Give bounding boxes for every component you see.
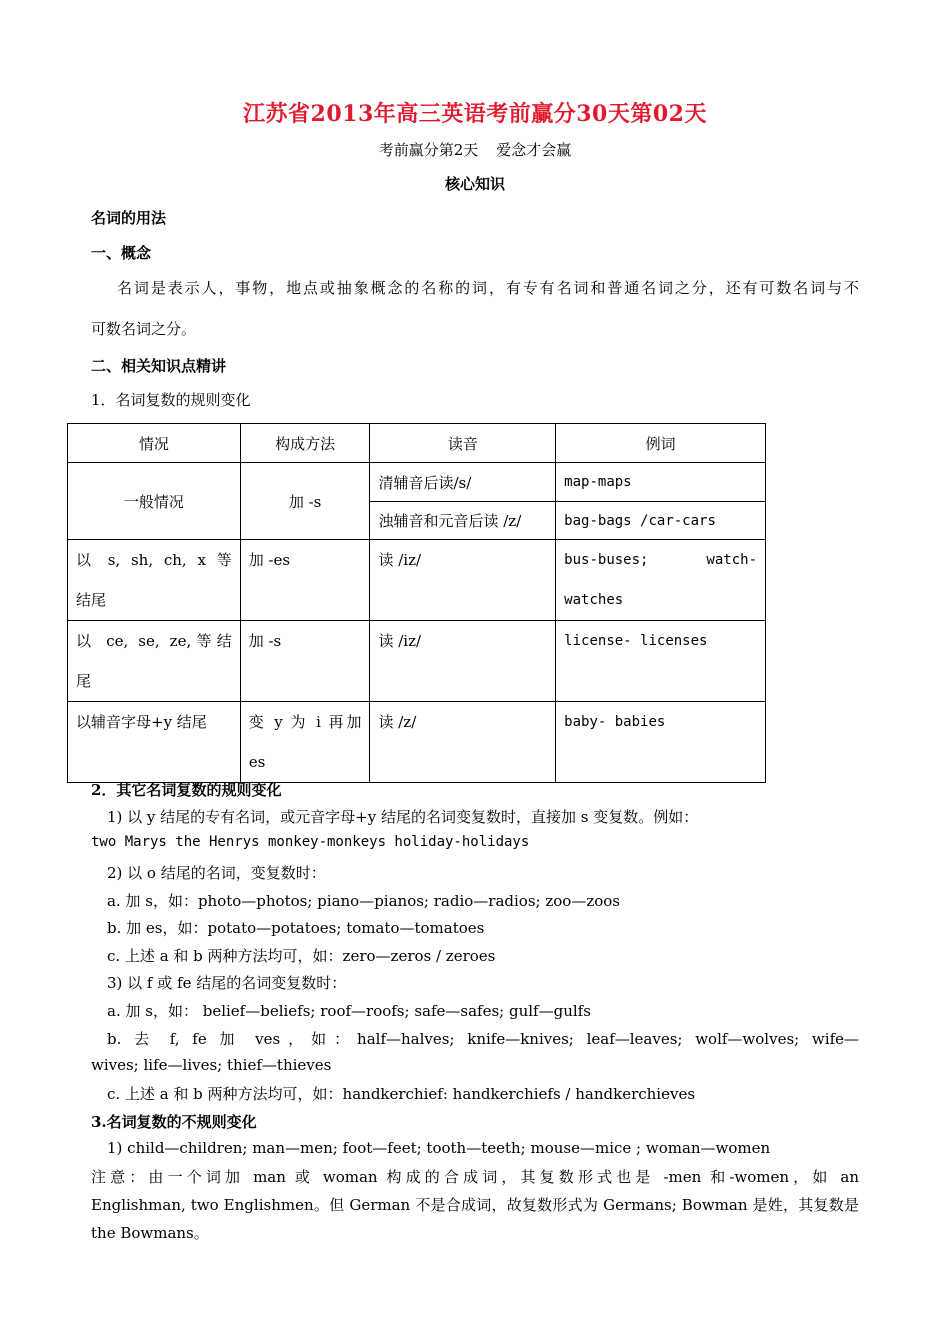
subtitle-motto: 爱念才会赢 xyxy=(496,141,572,159)
table-cell-case xyxy=(68,621,241,702)
table-header-cell: 读音 xyxy=(370,424,556,463)
core-knowledge-heading: 核心知识 xyxy=(444,175,505,193)
section-2-sub-heading: 2．其它名词复数的规则变化 xyxy=(91,781,282,799)
table-cell-example: baby- babies xyxy=(556,702,766,783)
rule-line: wives; life—lives; thief—thieves xyxy=(91,1056,332,1074)
example-line: watches xyxy=(564,592,624,608)
item-1-heading: 1．名词复数的规则变化 xyxy=(91,391,251,409)
rule-line: c. 上述 a 和 b 两种方法均可，如：zero—zeros / zeroes xyxy=(107,947,496,965)
rule-line: 2) 以 o 结尾的名词，变复数时： xyxy=(107,864,326,882)
example-part: bus-buses; xyxy=(564,552,649,568)
table-header-cell: 情况 xyxy=(68,424,241,463)
concept-paragraph-line-1: 名词是表示人，事物，地点或抽象概念的名称的词，有专有名词和普通名词之分，还有可数名词与不 xyxy=(117,279,859,297)
rule-line: c. 上述 a 和 b 两种方法均可，如：handkerchief: handkerchiefs / handkerchieves xyxy=(107,1085,696,1103)
table-cell-reading: 浊辅音和元音后读 /z/ xyxy=(370,502,556,540)
concept-paragraph-line-2: 可数名词之分。 xyxy=(91,320,197,338)
table-cell-method: 加 -s xyxy=(240,621,370,702)
case-line: 结尾 xyxy=(76,591,107,609)
table-cell-reading: 读 /iz/ xyxy=(370,540,556,621)
table-cell-reading: 读 /z/ xyxy=(370,702,556,783)
irregular-note-line: 注意：由一个词加 man 或 woman 构成的合成词，其复数形式也是 -men 和-women，如 an xyxy=(91,1168,859,1186)
document-subtitle xyxy=(0,139,950,160)
table-cell-reading: 清辅音后读/s/ xyxy=(370,463,556,502)
table-header-row xyxy=(68,424,766,463)
irregular-note-line: the Bowmans。 xyxy=(91,1224,209,1242)
case-line: 尾 xyxy=(76,672,92,690)
plural-rules-table xyxy=(67,423,766,783)
table-cell-example: map-maps xyxy=(556,463,766,502)
rule-line: b. 加 es，如：potato—potatoes; tomato—tomatoes xyxy=(107,919,485,937)
rule-example-line: two Marys the Henrys monkey-monkeys holiday-holidays xyxy=(91,834,530,850)
table-row xyxy=(68,540,766,621)
table-cell-method xyxy=(240,702,370,783)
table-cell-example: license- licenses xyxy=(556,621,766,702)
section-3-heading: 3.名词复数的不规则变化 xyxy=(91,1113,257,1131)
case-line: 以 ce, se, ze,等结 xyxy=(76,632,232,650)
document-title: 江苏省2013年高三英语考前赢分30天第02天 xyxy=(243,101,707,127)
table-cell-example: bag-bags /car-cars xyxy=(556,502,766,540)
example-part: watch- xyxy=(706,552,757,568)
irregular-line: 1) child—children; man—men; foot—feet; tooth—teeth; mouse—mice ; woman—women xyxy=(107,1139,771,1157)
table-row xyxy=(68,702,766,783)
table-cell-reading: 读 /iz/ xyxy=(370,621,556,702)
table-cell-method: 加 -es xyxy=(240,540,370,621)
section-2-heading: 二、相关知识点精讲 xyxy=(91,357,227,375)
rule-line: a. 加 s，如：photo—photos; piano—pianos; radio—radios; zoo—zoos xyxy=(107,892,620,910)
table-cell-case xyxy=(68,540,241,621)
method-line: es xyxy=(248,753,266,771)
rule-line: a. 加 s，如： belief—beliefs; roof—roofs; safe—safes; gulf—gulfs xyxy=(107,1002,591,1020)
table-header-cell: 构成方法 xyxy=(240,424,370,463)
table-cell-case: 以辅音字母+y 结尾 xyxy=(68,702,241,783)
subtitle-day: 考前赢分第2天 xyxy=(378,141,479,159)
table-cell-method: 加 -s xyxy=(240,463,370,540)
table-cell-example xyxy=(556,540,766,621)
irregular-note-line: Englishman, two Englishmen。但 German 不是合成词，故复数形式为 Germans; Bowman 是姓，其复数是 xyxy=(91,1196,859,1214)
rule-line: 3) 以 f 或 fe 结尾的名词变复数时： xyxy=(107,974,347,992)
topic-heading: 名词的用法 xyxy=(91,209,167,227)
rule-line: b. 去 f, fe 加 ves，如：half—halves; knife—knives; leaf—leaves; wolf—wolves; wife— xyxy=(107,1030,859,1048)
method-line: 变 y 为 i 再加 xyxy=(248,713,362,731)
section-1-heading: 一、概念 xyxy=(91,244,152,262)
case-line: 以 s, sh, ch, x 等 xyxy=(76,551,232,569)
example-line xyxy=(564,540,757,580)
table-cell-case: 一般情况 xyxy=(68,463,241,540)
table-header-cell: 例词 xyxy=(556,424,766,463)
table-row xyxy=(68,621,766,702)
table-row xyxy=(68,463,766,502)
rule-line: 1) 以 y 结尾的专有名词，或元音字母+y 结尾的名词变复数时，直接加 s 变复数。例如： xyxy=(107,808,699,826)
